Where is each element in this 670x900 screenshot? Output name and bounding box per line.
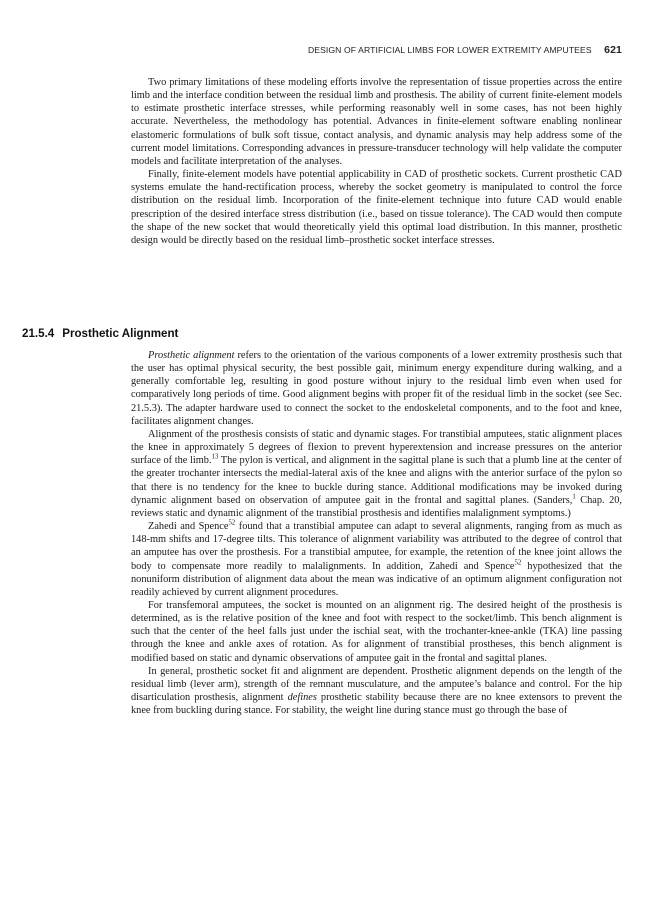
citation-ref: 13: [211, 453, 219, 461]
running-header: [130, 44, 622, 56]
text-block-prosthetic-alignment: [131, 349, 622, 717]
paragraph-text: Two primary limitations of these modeling efforts involve the representation of tissue properties across the entire limb and the interface condition between the residual limb and prosthesis. The ability of current finite-element models to estimate prosthetic interface stresses, while performing reasonably well in some cases, has not been highly accurate. Nevertheless, the methodology has potential. Advances in finite-element software enabling nonlinear elastomeric formulations of bulk soft tissue, contact analysis, and dynamic analysis may help address some of the current model limitations. Corresponding advances in pressure-transducer technology will help validate the computer models and facilitate interpretation of the analyses.: [131, 77, 622, 167]
paragraph-text: refers to the orientation of the various components of a lower extremity prosthesis such that the user has optimal physical security, the best possible gait, minimum energy expenditure during walking, and a generally comfortable leg, resulting in good posture without injury to the residual limb even when used for comparatively long periods of time. Good alignment begins with proper fit of the residual limb in the socket (see Sec. 21.5.3). The adapter hardware used to connect the socket to the endoskeletal components, and to the foot and knee, facilitates alignment changes.: [131, 350, 622, 427]
citation-ref: 52: [514, 559, 522, 567]
paragraph: [131, 520, 622, 599]
paragraph: [131, 665, 622, 718]
section-number: 21.5.4: [22, 327, 55, 340]
paragraph: [131, 599, 622, 665]
paragraph: [131, 428, 622, 520]
paragraph-text: prosthetic stability because there are no knee extensors to prevent the knee from buckling during stance. For stability, the weight line during stance must go through the base of: [131, 692, 622, 717]
section-heading: [22, 327, 178, 340]
paragraph-text: In general, prosthetic socket fit and alignment are dependent. Prosthetic alignment depends on the length of the residual limb (lever arm), strength of the remnant musculature, and the amputee’s balance and control. For the hip disarticulation prosthesis, alignment: [131, 665, 622, 704]
paragraph-text: For transfemoral amputees, the socket is mounted on an alignment rig. The desired height of the prosthesis is determined, as is the relative position of the knee and foot with respect to the socket/limb. This bench alignment is such that the center of the heel falls just under the ischial seat, with the trochanter-knee-ankle (TKA) line passing through the knee and ankle axes of rotation. As for alignment of transtibial prostheses, this bench alignment is modified based on static and dynamic observations of amputee gait in the frontal and sagittal planes.: [131, 599, 622, 664]
running-title: DESIGN OF ARTIFICIAL LIMBS FOR LOWER EXTREMITY AMPUTEES: [307, 45, 592, 55]
paragraph-text: Chap. 20, reviews static and dynamic alignment of the transtibial prosthesis and identifies malalignment symptoms.): [131, 494, 623, 519]
paragraph-text: Zahedi and Spence: [148, 521, 229, 533]
citation-ref: 1: [572, 493, 576, 501]
emphasized-term: defines: [287, 692, 317, 704]
paragraph-text: found that a transtibial amputee can adapt to several alignments, ranging from as much as 148-mm shifts and 17-degree tilts. This tolerance of alignment variability was attributed to the degree of control that an amputee has over the prosthesis. For a transtibial amputee, for example, the retention of the knee joint allows the body to compensate more readily to malalignments. In addition, Zahedi and Spence: [131, 521, 623, 572]
paragraph: [131, 349, 622, 428]
paragraph: [131, 168, 622, 247]
paragraph-text: Finally, finite-element models have potential applicability in CAD of prosthetic sockets. Current prosthetic CAD systems emulate the hand-rectification process, whereby the socket geometry is manipulated to control the force distribution on the residual limb. Incorporation of the finite-element technique into future CAD would enable prescription of the desired interface stress distribution (i.e., based on tissue tolerance). The CAD would then compute the shape of the new socket that would theoretically yield this optimal load distribution. In this manner, prosthetic design would be directly based on the residual limb–prosthetic socket interface stresses.: [131, 169, 622, 246]
text-block-finite-element: [131, 76, 622, 247]
paragraph-text: hypothesized that the nonuniform distribution of alignment data about the mean was indicative of an optimum alignment configuration not readily achieved by current alignment procedures.: [131, 560, 622, 598]
paragraph-text: Alignment of the prosthesis consists of static and dynamic stages. For transtibial amputees, static alignment places the knee in approximately 5 degrees of flexion to prevent hyperextension and increase pressures on the anterior surface of the limb.: [131, 428, 622, 467]
paragraph-text: The pylon is vertical, and alignment in the sagittal plane is such that a plumb line at the center of the greater trochanter intersects the medial-lateral axis of the knee and aligns with the anterior surface of the pylon so that there is no tendency for the knee to buckle during stance. Additional modifications may be invoked during dynamic alignment based on observation of amputee gait in the frontal and sagittal planes. (Sanders,: [131, 455, 622, 506]
paragraph: [131, 76, 622, 168]
page-number: 621: [604, 44, 622, 56]
defined-term: Prosthetic alignment: [148, 350, 235, 361]
section-title: Prosthetic Alignment: [62, 327, 179, 340]
citation-ref: 52: [228, 519, 236, 527]
